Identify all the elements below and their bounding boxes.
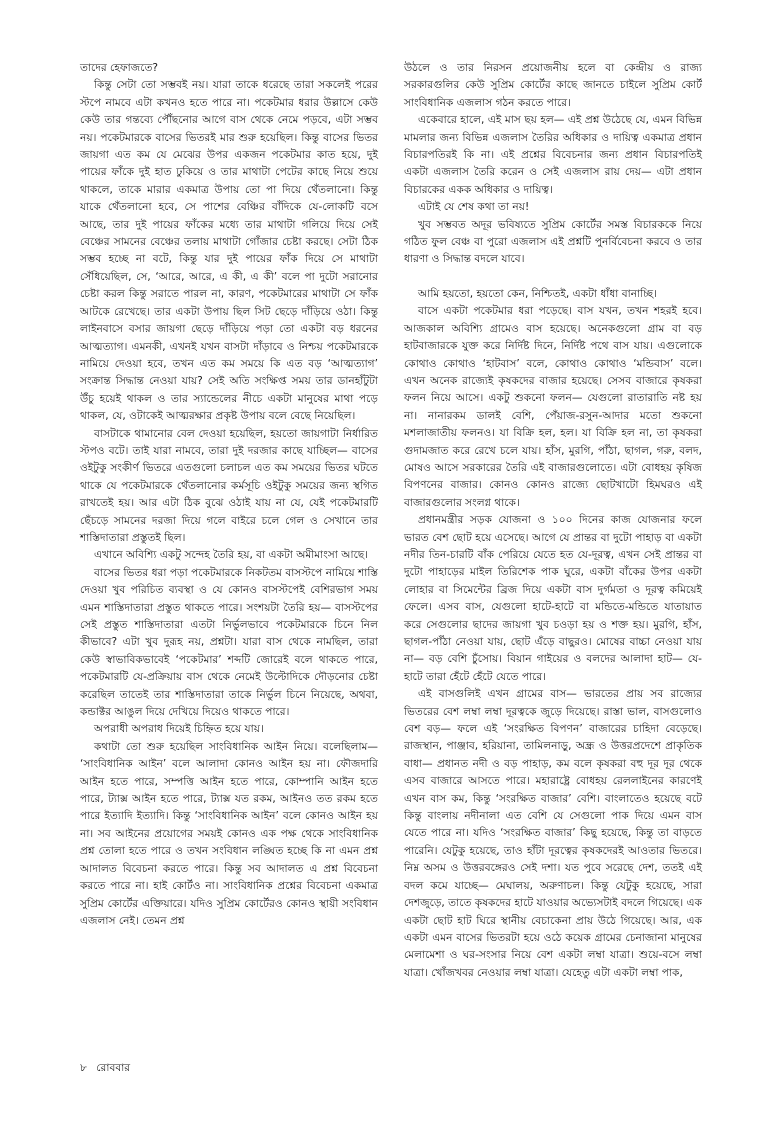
left-column [80,60,378,930]
right-column [404,60,702,982]
section-name: রোববার [96,1062,131,1074]
paragraph: এই বাসগুলিই এখন গ্রামের বাস— ভারতের প্রায় সব রাজ্যের ভিতরের বেশ লম্বা লম্বা দূরত্বকে জুড়ে দিয়েছে। রাস্তা ভাল, বাসগুলোও বেশ বড়— ফলে এই ‘সংরক্ষিত বিপণন’ বাজারের চাহিদা বেড়েছে। রাজস্থান, পাঞ্জাব, হরিয়ানা, তামিলনাড়ু, অন্ধ্র ও উত্তরপ্রদেশে প্রাকৃতিক বাধা— প্রধানত নদী ও বড় পাহাড়, কম বলে কৃষকরা বহু দূর দূর থেকে এসব বাজারে আসতে পারে। মহারাষ্ট্রে বোধহয় রেললাইনের কারণেই এখন বাস কম, কিন্তু ‘সংরক্ষিত বাজার’ বেশি। বাংলাতেও হয়েছে বটে কিন্তু বাংলায় নদীনালা এত বেশি যে সেগুলো পাক দিয়ে এমন বাস যেতে পারে না। যদিও ‘সংরক্ষিত বাজার’ কিছু হয়েছে, কিন্তু তা বাড়তে পারেনি। যেটুকু হয়েছে, তাও হাঁটা দূরত্বের কৃষকদেরই আওতার ভিতরে। নিম্ন অসম ও উত্তরবঙ্গেরও সেই দশা। যত পুবে সরেছে দেশ, ততই এই বদল কমে যাচ্ছে— মেঘালয়, অরুণাচল। কিন্তু যেটুকু হয়েছে, সারা দেশজুড়ে, তাতে কৃষকদের হাটে যাওয়ার অভ্যেসটাই বদলে গিয়েছে। এক একটা ছোট হাট ঘিরে স্থানীয় বেচাকেনা প্রায় উঠে গিয়েছে। আর, এক একটা এমন বাসের ভিতরটা হয়ে ওঠে কয়েক গ্রামের চেনাজানা মানুষের মেলামেশা ও ঘর-সংসার নিয়ে বেশ একটা লম্বা যাত্রা। শুয়ে-বসে লম্বা যাত্রা। খোঁজখবর নেওয়ার লম্বা যাত্রা। যেহেতু এটা একটা লম্বা পাক, [404,688,702,979]
paragraph: এটাই যে শেষ কথা তা নয়! [418,201,530,214]
paragraph: বাসটাকে থামানোর বেল দেওয়া হয়েছিল, হয়তো জায়গাটা নির্ধারিত স্টপও বটে। তাই যারা নামবে, তারা দুই দরজার কাছে যাচ্ছিল— বাসের ওইটুকু সংকীর্ণ ভিতরে এতগুলো চলাচল এত কম সময়ের ভিতর ঘটতে থাকে যে পকেটমারকে থেঁতলানোর কর্মসূচি ওইটুকু সময়ের জন্য স্থগিত রাখতেই হয়। আর এটা ঠিক বুঝে ওঠাই যায় না যে, যেই পকেটমারটি ছেঁচড়ে সামনের দরজা দিয়ে গলে বাইরে চলে গেল ও সেখানে তার শাস্তিদাতারা প্রস্তুতই ছিল। [80,427,378,544]
paragraph: উঠলে ও তার নিরসন প্রয়োজনীয় হলে বা কেন্দ্রীয় ও রাজ্য সরকারগুলির কেউ সুপ্রিম কোর্টের কাছে জানতে চাইলে সুপ্রিম কোর্ট সাংবিধানিক এজলাস গঠন করতে পারে। [404,62,702,109]
paragraph: আমি হয়তো, হয়তো কেন, নিশ্চিতই, একটা ধাঁধা বানাচ্ছি। [418,287,657,300]
paragraph: অপরাধী অপরাধ দিয়েই চিহ্নিত হয়ে যায়। [94,723,264,736]
page-footer [80,1060,130,1076]
page-number: ৮ [80,1062,87,1074]
paragraph: খুব সম্ভবত অদূর ভবিষ্যতে সুপ্রিম কোর্টের সমস্ত বিচারককে নিয়ে গঠিত ফুল বেঞ্চ বা পুরো এজলাস এই প্রশ্নটি পুনর্বিবেচনা করবে ও তার ধারণা ও সিদ্ধান্ত বদলে যাবে। [404,218,702,266]
paragraph: বাসের ভিতর ধরা পড়া পকেটমারকে নিকটতম বাসস্টপে নামিয়ে শাস্তি দেওয়া খুব পরিচিত ব্যবস্থা ও যে কোনও বাসস্টপেই বেশিরভাগ সময় এমন শাস্তিদাতারা প্রস্তুত থাকতে পারে। সংশয়টা তৈরি হয়— বাসস্টপের সেই প্রস্তুত শাস্তিদাতারা এতটা নির্ভুলভাবে পকেটমারকে চিনে নিল কীভাবে? এটা খুব দুরূহ নয়, প্রশ্নটা। যারা বাস থেকে নামছিল, তারা কেউ স্বাভাবিকভাবেই ‘পকেটমার’ শব্দটি জোরেই বলে থাকতে পারে, পকেটমারটি যে-প্রক্রিয়ায় বাস থেকে নেমেই উল্টোদিকে দৌড়নোর চেষ্টা করেছিল তাতেই তার শাস্তিদাতারা তাকে নির্ভুল চিনে নিয়েছে, অথবা, কন্ডাক্টর আঙুল দিয়ে দেখিয়ে দিয়েও থাকতে পারে। [80,566,378,719]
paragraph: একেবারে হালে, এই মাস ছয় হল— এই প্রশ্ন উঠেছে যে, এমন বিভিন্ন মামলার জন্য বিভিন্ন এজলাস তৈরির অধিকার ও দায়িত্ব একমাত্র প্রধান বিচারপতিরই কি না। এই প্রশ্নের বিবেচনার জন্য প্রধান বিচারপতিই একটা এজলাস তৈরি করেন ও সেই এজলাস রায় দেয়— এটা প্রধান বিচারকের একক অধিকার ও দায়িত্ব। [404,114,702,196]
paragraph: বাসে একটা পকেটমার ধরা পড়েছে। বাস যখন, তখন শহরই হবে। আজকাল অবিশ্যি গ্রামেও বাস হয়েছে। অনেকগুলো গ্রাম বা বড় হাটবাজারকে যুক্ত করে নির্দিষ্ট দিনে, নির্দিষ্ট পথে বাস যায়। এগুলোকে কোথাও কোথাও ‘হাটবাস’ বলে, কোথাও কোথাও ‘মন্ডিবাস’ বলে। এখন অনেক রাজ্যেই কৃষকদের বাজার হয়েছে। সেসব বাজারে কৃষকরা ফলন নিয়ে আসে। একটু শুকনো ফলন— যেগুলো রাতারাতি নষ্ট হয় না। নানারকম ডালই বেশি, পেঁয়াজ-রসুন-আদার মতো শুকনো মশলাজাতীয় ফলনও। যা বিক্রি হল, হল। যা বিক্রি হল না, তা কৃষকরা গুদামজাত করে রেখে চলে যায়। হাঁস, মুরগি, পাঁঠা, ছাগল, গরু, বলদ, মোষও আসে সরকারের তৈরি এই বাজারগুলোতে। এটা বোধহয় কৃষিজ বিপণনের বাজার। কোনও কোনও রাজ্যে ছোটখাটো হিমঘরও এই বাজারগুলোর সংলগ্ন থাকে। [404,305,702,509]
paragraph: প্রধানমন্ত্রীর সড়ক যোজনা ও ১০০ দিনের কাজ যোজনার ফলে ভারত বেশ ছোট হয়ে এসেছে। আগে যে প্রান্তর বা দুটো পাহাড় বা একটা নদীর তিন-চারটি বাঁক পেরিয়ে যেতে হত যে-দূরত্ব, এখন সেই প্রান্তর বা দুটো পাহাড়ের মাইল তিরিশেক পাক ঘুরে, একটা বাঁকের উপর একটা লোহার বা সিমেন্টের ব্রিজ দিয়ে একটা বাস দুর্গমতা ও দূরত্ব কমিয়েই ফেলে। এসব বাস, যেগুলো হাটে-হাটে বা মন্ডিতে-মন্ডিতে যাতায়াত করে সেগুলোর ছাদের জায়গা খুব চওড়া হয় ও শক্ত হয়। মুরগি, হাঁস, ছাগল-পাঁঠা নেওয়া যায়, ছোট এঁড়ে বাছুরও। মোষের বাচ্চা নেওয়া যায় না— বড় বেশি চুঁসোয়। বিয়ান গাইয়ের ও বলদের আলাদা হাট— যে-হাটে তারা হেঁটে হেঁটে যেতে পারে। [404,514,702,683]
paragraph: এখানে অবিশ্যি একটু সন্দেহ তৈরি হয়, বা একটা অমীমাংসা আছে। [94,549,369,562]
paragraph: তাদের হেফাজতে? [80,62,159,74]
paragraph: কিন্তু সেটা তো সম্ভবই নয়। যারা তাকে ধরেছে তারা সকলেই পরের স্টপে নামবে এটা কখনও হতে পারে না। পকেটমার ধরার উল্লাসে কেউ কেউ তার গন্তব্যে পৌঁছনোর আগে বাস থেকে নেমে পড়বে, এটা সম্ভব নয়। পকেটমারকে বাসের ভিতরই মার শুরু হয়েছিল। কিন্তু বাসের ভিতর জায়গা এত কম যে মেঝের উপর একজন পকেটমার কাত হয়ে, দুই পায়ের ফাঁকে দুই হাত ঢুকিয়ে ও তার মাথাটা পেটের কাছে নিয়ে শুয়ে থাকলে, তাকে মারার একমাত্র উপায় তো পা দিয়ে থেঁতলানো। কিন্তু যাকে থেঁতলানো হবে, সে পাশের বেঞ্চির বাঁদিকে যে-লোকটি বসে আছে, তার দুই পায়ের ফাঁকের মধ্যে তার মাথাটা গলিয়ে দিয়ে সেই বেঞ্চের সামনের বেঞ্চের তলায় মাথাটা গোঁজার চেষ্টা করছে। সেটা ঠিক সম্ভব হচ্ছে না বটে, কিন্তু যার দুই পায়ের ফাঁক দিয়ে সে মাথাটা সেঁধিয়েছিল, সে, ‘আরে, আরে, এ কী, এ কী’ বলে পা দুটো সরানোর চেষ্টা করল কিন্তু সরাতে পারল না, কারণ, পকেটমারের মাথাটা সে ফাঁক আটকে রেখেছে। তার একটা উপায় ছিল সিট ছেড়ে দাঁড়িয়ে ওঠা। কিন্তু লাইনবাসে বসার জায়গা ছেড়ে দাঁড়িয়ে পড়া তো একটা বড় ধরনের আত্মত্যাগ। এমনকী, এখনই যখন বাসটা দাঁড়াবে ও নিশ্চয় পকেটমারকে নামিয়ে দেওয়া হবে, তখন এত কম সময়ে কি এত বড় ‘আত্মত্যাগ’ সংক্রান্ত সিদ্ধান্ত নেওয়া যায়? সেই অতি সংক্ষিপ্ত সময় তার ডানহাঁটুটা উঁচু হয়েই থাকল ও তার স্যান্ডেলের নীচে একটা মানুষের মাথা পড়ে থাকল, যে, ওটাকেই আত্মরক্ষার প্রকৃষ্ট উপায় বলে বেছে নিয়েছিল। [80,79,379,423]
paragraph: কথাটা তো শুরু হয়েছিল সাংবিধানিক আইন নিয়ে। বলেছিলাম— ‘সাংবিধানিক আইন’ বলে আলাদা কোনও আইন হয় না। ফৌজদারি আইন হতে পারে, সম্পত্তি আইন হতে পারে, কোম্পানি আইন হতে পারে, ট্যাক্স আইন হতে পারে, ট্যাক্স যত রকম, আইনও তত রকম হতে পারে ইত্যাদি ইত্যাদি। কিন্তু ‘সাংবিধানিক আইন’ বলে কোনও আইন হয় না। সব আইনের প্রয়োগের সময়ই কোনও এক পক্ষ থেকে সাংবিধানিক প্রশ্ন তোলা হতে পারে ও তখন সংবিধান লঙ্ঘিত হচ্ছে কি না এমন প্রশ্ন আদালত বিবেচনা করতে পারে। কিন্তু সব আদালত এ প্রশ্ন বিবেচনা করতে পারে না। হাই কোর্টও না। সাংবিধানিক প্রশ্নের বিবেচনা একমাত্র সুপ্রিম কোর্টের এক্তিয়ারে। যদিও সুপ্রিম কোর্টেরও কোনও স্থায়ী সংবিধান এজলাস নেই। তেমন প্রশ্ন [80,740,378,927]
